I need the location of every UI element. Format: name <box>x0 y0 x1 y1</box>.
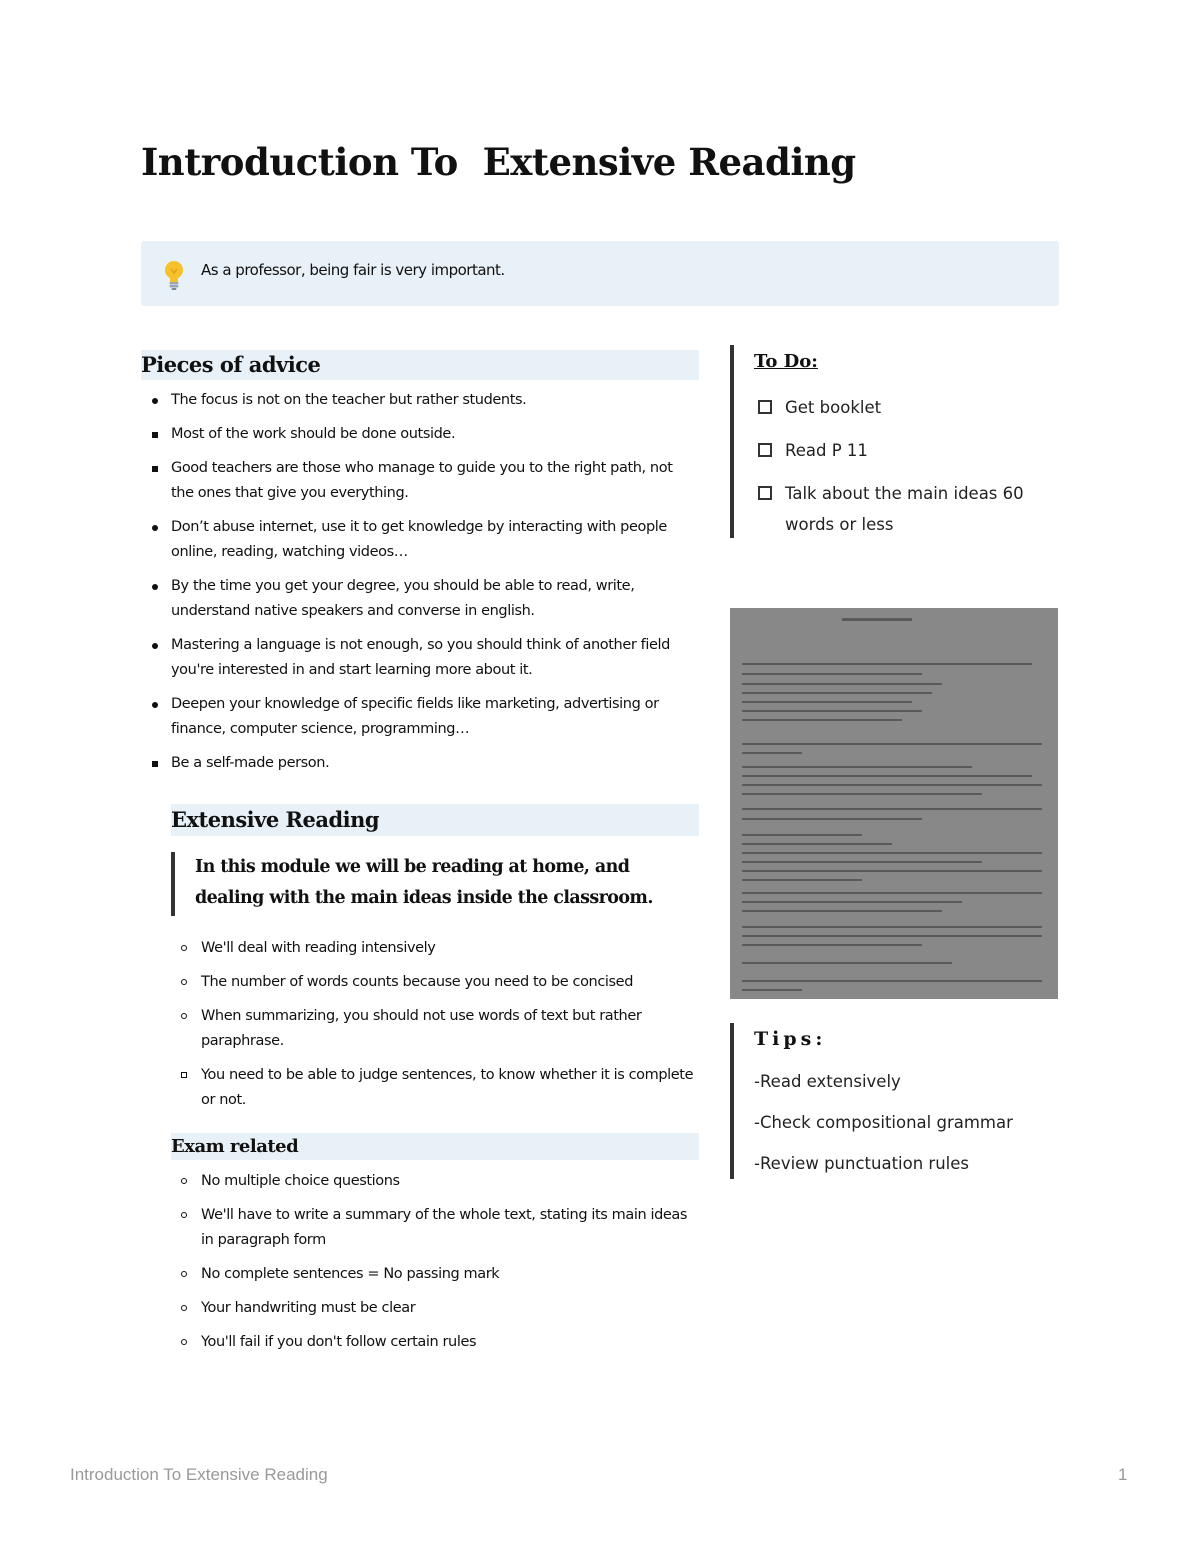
list-item: The number of words counts because you need to be concised <box>171 970 699 995</box>
list-item: Your handwriting must be clear <box>171 1296 699 1321</box>
list-item: Deepen your knowledge of specific fields like marketing, advertising or finance, computer science, programming… <box>141 692 699 742</box>
heading-extensive-reading: Extensive Reading <box>171 804 699 836</box>
list-item: Don’t abuse internet, use it to get knowledge by interacting with people online, reading, watching videos… <box>141 515 699 565</box>
tip-item: -Review punctuation rules <box>754 1154 969 1173</box>
todo-item-label: Get booklet <box>785 398 882 417</box>
list-item: Good teachers are those who manage to guide you to the right path, not the ones that give you everything. <box>141 456 699 506</box>
scanned-document-image <box>730 608 1058 999</box>
todo-item-label: Talk about the main ideas 60 words or less <box>785 484 1024 534</box>
page-number: 1 <box>1118 1465 1128 1484</box>
list-item: By the time you get your degree, you should be able to read, write, understand native speakers and converse in english. <box>141 574 699 624</box>
todo-list <box>758 392 1058 552</box>
todo-item[interactable] <box>758 435 1058 466</box>
extensive-reading-list <box>171 936 699 1113</box>
checkbox[interactable] <box>758 443 772 457</box>
callout-box <box>141 241 1059 306</box>
list-item: Most of the work should be done outside. <box>141 422 699 447</box>
lightbulb-icon <box>161 259 187 291</box>
scan-title-mark <box>842 618 912 621</box>
list-item: Be a self-made person. <box>141 751 699 776</box>
tips-list <box>754 1067 1013 1190</box>
tip-item: -Check compositional grammar <box>754 1113 1013 1132</box>
tips-side-bar <box>730 1023 734 1179</box>
heading-exam-related: Exam related <box>171 1133 699 1160</box>
list-item: No multiple choice questions <box>171 1169 699 1194</box>
list-item: We'll deal with reading intensively <box>171 936 699 961</box>
list-item: When summarizing, you should not use words of text but rather paraphrase. <box>171 1004 699 1054</box>
tips-heading: Tips: <box>754 1028 827 1050</box>
callout-text: As a professor, being fair is very important. <box>201 261 505 279</box>
footer-title: Introduction To Extensive Reading <box>70 1465 328 1484</box>
page-title: Introduction To Extensive Reading <box>141 140 856 184</box>
list-item: Mastering a language is not enough, so you should think of another field you're interested in and start learning more about it. <box>141 633 699 683</box>
checkbox[interactable] <box>758 400 772 414</box>
tip-item: -Read extensively <box>754 1072 901 1091</box>
list-item: We'll have to write a summary of the whole text, stating its main ideas in paragraph form <box>171 1203 699 1253</box>
todo-side-bar <box>730 345 734 538</box>
list-item: No complete sentences = No passing mark <box>171 1262 699 1287</box>
heading-pieces-of-advice: Pieces of advice <box>141 350 699 380</box>
checkbox[interactable] <box>758 486 772 500</box>
todo-item[interactable] <box>758 392 1058 423</box>
advice-list <box>141 388 699 776</box>
todo-heading: To Do: <box>754 351 818 372</box>
todo-item-label: Read P 11 <box>785 441 868 460</box>
list-item: The focus is not on the teacher but rather students. <box>141 388 699 413</box>
list-item: You need to be able to judge sentences, to know whether it is complete or not. <box>171 1063 699 1113</box>
list-item: You'll fail if you don't follow certain rules <box>171 1330 699 1355</box>
exam-related-list <box>171 1169 699 1355</box>
todo-item[interactable] <box>758 478 1055 540</box>
quote-block: In this module we will be reading at home, and dealing with the main ideas inside the classroom. <box>171 852 699 916</box>
